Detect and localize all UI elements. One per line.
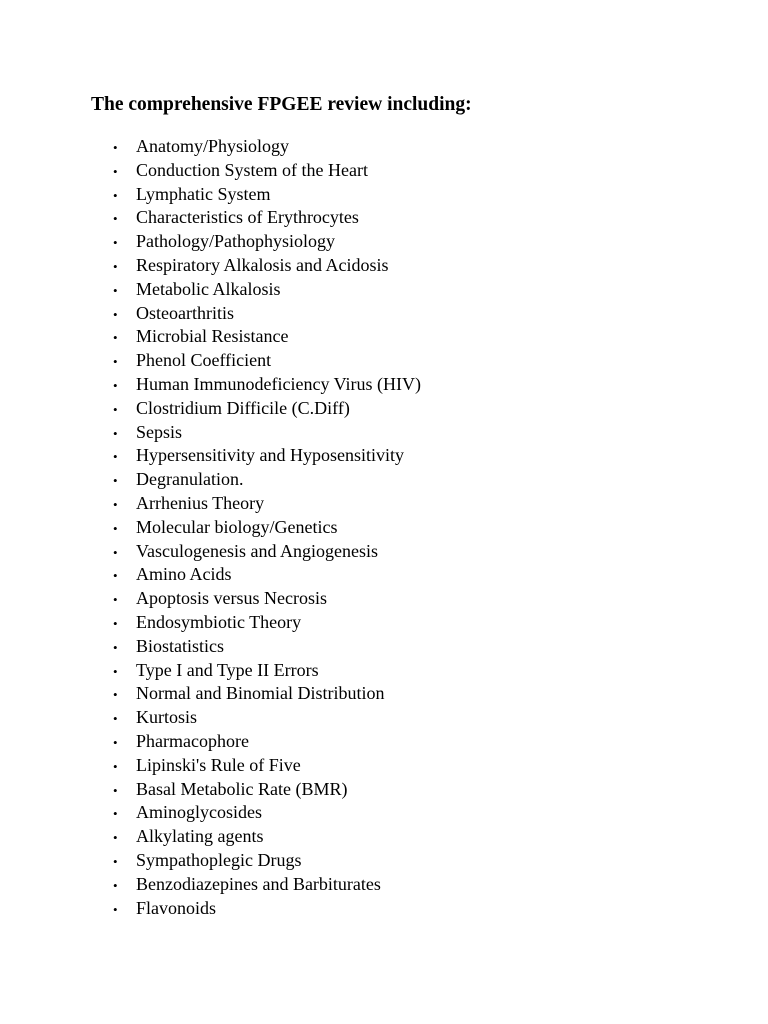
bullet-icon: •: [113, 282, 118, 298]
bullet-icon: •: [113, 877, 118, 893]
bullet-icon: •: [113, 235, 118, 251]
bullet-icon: •: [113, 425, 118, 441]
topic-label: Conduction System of the Heart: [136, 159, 368, 180]
bullet-icon: •: [113, 140, 118, 155]
bullet-icon: •: [113, 830, 118, 846]
topic-label: Characteristics of Erythrocytes: [136, 207, 359, 228]
bullet-icon: •: [113, 258, 118, 274]
bullet-icon: •: [113, 853, 118, 869]
bullet-icon: •: [113, 330, 118, 346]
bullet-icon: •: [113, 592, 118, 608]
topic-label: Molecular biology/Genetics: [136, 516, 338, 537]
bullet-icon: •: [113, 568, 118, 584]
topic-label: Benzodiazepines and Barbiturates: [136, 873, 381, 894]
topic-label: Degranulation.: [136, 469, 244, 490]
bullet-icon: •: [113, 639, 118, 655]
topic-label: Hypersensitivity and Hyposensitivity: [136, 445, 404, 466]
bullet-icon: •: [113, 449, 118, 465]
topic-label: Sepsis: [136, 421, 183, 442]
bullet-icon: •: [113, 734, 118, 750]
bullet-icon: •: [113, 401, 118, 417]
bullet-icon: •: [113, 520, 118, 536]
topic-label: Kurtosis: [136, 707, 198, 728]
bullet-icon: •: [113, 687, 118, 703]
topic-label: Normal and Binomial Distribution: [136, 683, 385, 704]
topic-label: Osteoarthritis: [136, 302, 234, 323]
topic-label: Amino Acids: [136, 564, 232, 585]
bullet-icon: •: [113, 163, 118, 179]
bullet-icon: •: [113, 377, 118, 393]
bullet-icon: •: [113, 615, 118, 631]
bullet-icon: •: [113, 901, 118, 917]
topic-label: Alkylating agents: [136, 826, 264, 847]
bullet-icon: •: [113, 806, 118, 822]
topic-label: Anatomy/Physiology: [136, 136, 290, 156]
topic-label: Microbial Resistance: [136, 326, 289, 347]
topic-label: Lymphatic System: [136, 183, 271, 204]
topic-label: Pathology/Pathophysiology: [136, 231, 336, 252]
topic-label: Apoptosis versus Necrosis: [136, 588, 327, 609]
topic-label: Biostatistics: [136, 635, 225, 656]
topic-label: Pharmacophore: [136, 730, 249, 751]
bullet-icon: •: [113, 473, 118, 489]
document-heading: The comprehensive FPGEE review including:: [91, 94, 472, 115]
topic-label: Human Immunodeficiency Virus (HIV): [136, 373, 422, 394]
topic-label: Vasculogenesis and Angiogenesis: [136, 540, 378, 561]
topic-label: Phenol Coefficient: [136, 350, 272, 371]
topic-label: Aminoglycosides: [136, 802, 262, 823]
topic-label: Sympathoplegic Drugs: [136, 849, 302, 870]
topic-label: Endosymbiotic Theory: [136, 611, 302, 632]
topic-label: Respiratory Alkalosis and Acidosis: [136, 254, 389, 275]
bullet-icon: •: [113, 187, 118, 203]
bullet-icon: •: [113, 782, 118, 798]
topic-label: Type I and Type II Errors: [136, 659, 319, 680]
topic-label: Basal Metabolic Rate (BMR): [136, 778, 348, 799]
topic-label: Metabolic Alkalosis: [136, 278, 281, 299]
bullet-icon: •: [113, 354, 118, 370]
bullet-icon: •: [113, 544, 118, 560]
bullet-icon: •: [113, 496, 118, 512]
topic-label: Clostridium Difficile (C.Diff): [136, 397, 350, 418]
topic-label: Flavonoids: [136, 897, 217, 918]
bullet-icon: •: [113, 758, 118, 774]
topic-label: Lipinski's Rule of Five: [136, 754, 301, 775]
topic-label: Arrhenius Theory: [136, 492, 265, 513]
bullet-icon: •: [113, 711, 118, 727]
bullet-icon: •: [113, 306, 118, 322]
bullet-icon: •: [113, 663, 118, 679]
bullet-icon: •: [113, 211, 118, 227]
